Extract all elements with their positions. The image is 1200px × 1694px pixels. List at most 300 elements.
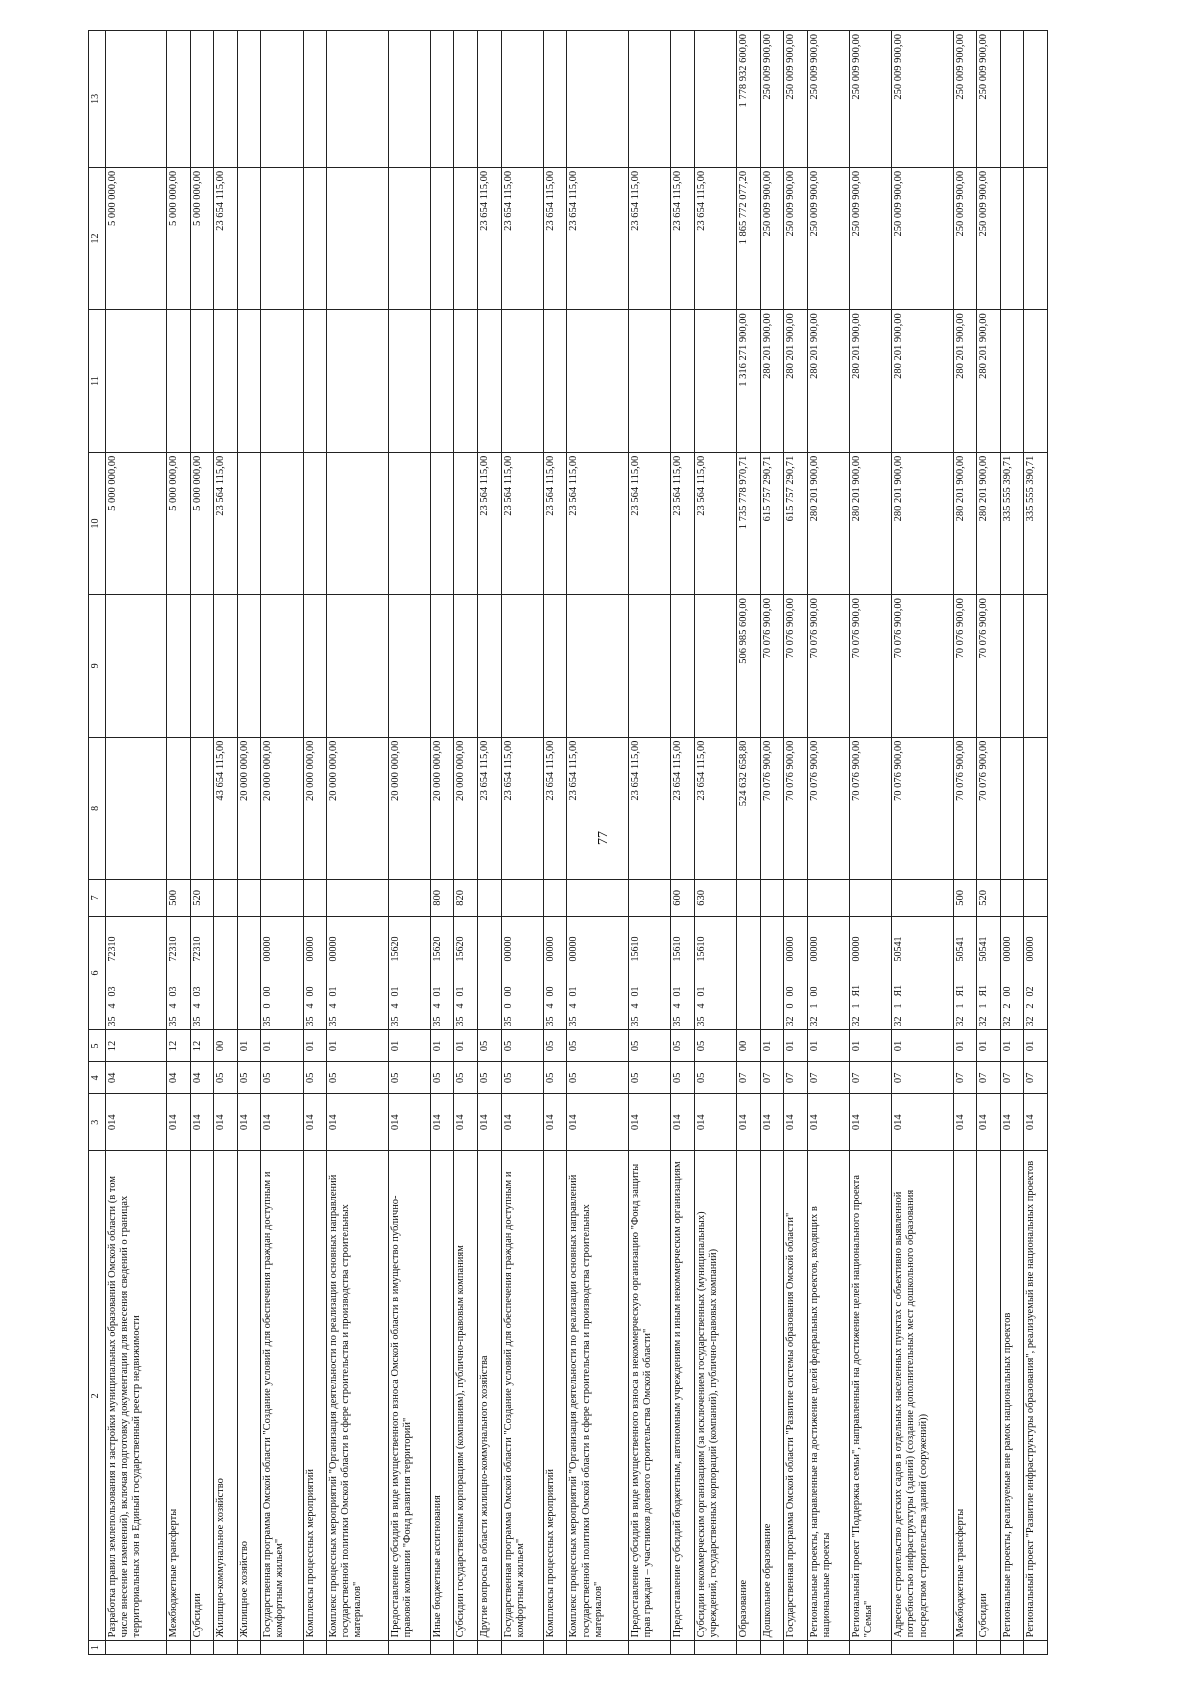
- expense-type-code: 500: [167, 880, 191, 916]
- target-article-code: [892, 916, 953, 1030]
- amount-c12: 250 009 900,00: [977, 167, 1001, 309]
- code-c4: 07: [737, 1062, 761, 1094]
- amount-c11: [237, 310, 261, 452]
- code-c3: 014: [953, 1094, 977, 1151]
- amount-c12: [454, 167, 478, 309]
- code-c4: 07: [977, 1062, 1001, 1094]
- target-article-code: [760, 916, 784, 1030]
- target-article-segment: 35: [107, 1016, 118, 1027]
- amount-c10: 23 564 115,00: [671, 452, 695, 594]
- target-article-segment: 00000: [1001, 936, 1013, 962]
- amount-c10: 23 564 115,00: [567, 452, 628, 594]
- row-number-cell: [892, 1641, 953, 1655]
- amount-c13: [214, 31, 238, 168]
- target-article-code: [478, 916, 502, 1030]
- target-article-segment: 0: [502, 1003, 514, 1009]
- target-article-segment: 1: [978, 1003, 990, 1009]
- target-article-code: [543, 916, 567, 1030]
- amount-c13: [543, 31, 567, 168]
- amount-c10: 615 757 290,71: [784, 452, 808, 594]
- target-article-segment: 1: [954, 1003, 966, 1009]
- code-c5: 05: [671, 1030, 695, 1062]
- table-row: [628, 31, 670, 1655]
- amount-c8: 20 000 000,00: [303, 737, 327, 879]
- amount-c8: 23 654 115,00: [543, 737, 567, 879]
- column-header-12: 12: [89, 167, 106, 309]
- target-article-code: [694, 916, 736, 1030]
- amount-c12: 23 654 115,00: [214, 167, 238, 309]
- code-c4: 07: [784, 1062, 808, 1094]
- code-c5: 12: [167, 1030, 191, 1062]
- table-row: [454, 31, 478, 1655]
- amount-c10: 280 201 900,00: [953, 452, 977, 594]
- target-article-segment: 00000: [568, 936, 580, 962]
- target-article-segment: 4: [544, 1003, 556, 1009]
- code-c5: 01: [327, 1030, 388, 1062]
- amount-c8: [1024, 737, 1048, 879]
- expense-type-code: [478, 880, 502, 916]
- target-article-segment: 01: [431, 986, 443, 997]
- target-article-segment: 4: [672, 1003, 684, 1009]
- target-article-code: [737, 916, 761, 1030]
- target-article-segment: 00: [544, 986, 556, 997]
- amount-c13: 250 009 900,00: [784, 31, 808, 168]
- target-article-segment: 01: [695, 986, 707, 997]
- target-article-segment: 15620: [389, 936, 401, 962]
- amount-c8: 70 076 900,00: [850, 737, 892, 879]
- row-name: Комплексы процессных мероприятий: [303, 1151, 327, 1641]
- target-article-segment: 35: [389, 1016, 401, 1027]
- row-name: Иные бюджетные ассигнования: [430, 1151, 454, 1641]
- code-c3: 014: [1000, 1094, 1024, 1151]
- amount-c12: [1000, 167, 1024, 309]
- code-c3: 014: [327, 1094, 388, 1151]
- expense-type-code: [784, 880, 808, 916]
- target-article-segment: 00: [1001, 986, 1013, 997]
- target-article-segment: 2: [1025, 1003, 1037, 1009]
- code-c4: 05: [303, 1062, 327, 1094]
- amount-c10: [327, 452, 388, 594]
- target-article-code: [850, 916, 892, 1030]
- amount-c8: 70 076 900,00: [807, 737, 849, 879]
- amount-c11: 280 201 900,00: [977, 310, 1001, 452]
- amount-c12: 250 009 900,00: [760, 167, 784, 309]
- amount-c11: 1 316 271 900,00: [737, 310, 761, 452]
- target-article-segment: 35: [544, 1016, 556, 1027]
- amount-c10: 23 564 115,00: [543, 452, 567, 594]
- code-c5: 01: [953, 1030, 977, 1062]
- row-name: Комплекс процессных мероприятий "Организация деятельности по реализации основных направлений государственной политики Омской области в сфере строительства и производства строительных материалов": [567, 1151, 628, 1641]
- row-number-cell: [327, 1641, 388, 1655]
- row-number-cell: [1000, 1641, 1024, 1655]
- target-article-segment: 32: [1025, 1016, 1037, 1027]
- code-c3: 014: [567, 1094, 628, 1151]
- target-article-code: [454, 916, 478, 1030]
- code-c3: 014: [501, 1094, 543, 1151]
- row-number-cell: [1024, 1641, 1048, 1655]
- expense-type-code: 520: [977, 880, 1001, 916]
- amount-c10: 23 564 115,00: [694, 452, 736, 594]
- code-c3: 014: [167, 1094, 191, 1151]
- amount-c11: [303, 310, 327, 452]
- target-article-segment: 03: [191, 986, 203, 997]
- amount-c12: 23 654 115,00: [478, 167, 502, 309]
- target-article-code: [671, 916, 695, 1030]
- target-article-segment: 15610: [695, 936, 707, 962]
- row-name: Межбюджетные трансферты: [953, 1151, 977, 1641]
- target-article-code: [190, 916, 214, 1030]
- code-c4: 05: [454, 1062, 478, 1094]
- row-number-cell: [430, 1641, 454, 1655]
- amount-c10: [388, 452, 430, 594]
- amount-c8: 20 000 000,00: [430, 737, 454, 879]
- target-article-segment: Я1: [893, 984, 905, 997]
- row-number-cell: [628, 1641, 670, 1655]
- code-c4: 05: [430, 1062, 454, 1094]
- row-number-cell: [214, 1641, 238, 1655]
- expense-type-code: [850, 880, 892, 916]
- amount-c10: 23 564 115,00: [214, 452, 238, 594]
- target-article-code: [303, 916, 327, 1030]
- table-row: [106, 31, 167, 1655]
- amount-c8: 23 654 115,00: [694, 737, 736, 879]
- header-row: [89, 31, 106, 1655]
- amount-c8: 70 076 900,00: [784, 737, 808, 879]
- amount-c13: [1024, 31, 1048, 168]
- row-number-cell: [567, 1641, 628, 1655]
- amount-c11: 280 201 900,00: [850, 310, 892, 452]
- target-article-segment: 32: [808, 1016, 820, 1027]
- code-c4: 07: [1000, 1062, 1024, 1094]
- table-row: [807, 31, 849, 1655]
- code-c3: 014: [977, 1094, 1001, 1151]
- expense-type-code: [501, 880, 543, 916]
- code-c4: 05: [628, 1062, 670, 1094]
- target-article-code: [106, 916, 167, 1030]
- target-article-segment: 00: [262, 986, 274, 997]
- target-article-segment: 01: [328, 986, 340, 997]
- amount-c10: 5 000 000,00: [190, 452, 214, 594]
- target-article-segment: 35: [455, 1016, 467, 1027]
- target-article-segment: 01: [672, 986, 684, 997]
- amount-c13: [261, 31, 303, 168]
- amount-c13: [478, 31, 502, 168]
- amount-c13: [430, 31, 454, 168]
- code-c4: 05: [501, 1062, 543, 1094]
- amount-c13: [106, 31, 167, 168]
- amount-c8: 23 654 115,00: [628, 737, 670, 879]
- amount-c10: 280 201 900,00: [850, 452, 892, 594]
- amount-c8: 70 076 900,00: [977, 737, 1001, 879]
- target-article-segment: 0: [262, 1003, 274, 1009]
- row-number-cell: [694, 1641, 736, 1655]
- amount-c10: 5 000 000,00: [167, 452, 191, 594]
- code-c5: 01: [760, 1030, 784, 1062]
- row-name: Жилищно-коммунальное хозяйство: [214, 1151, 238, 1641]
- target-article-segment: 4: [568, 1003, 580, 1009]
- target-article-segment: 32: [893, 1016, 905, 1027]
- amount-c8: 524 632 658,80: [737, 737, 761, 879]
- amount-c9: [430, 595, 454, 737]
- code-c5: 01: [303, 1030, 327, 1062]
- target-article-segment: 4: [304, 1003, 316, 1009]
- row-name: Субсидии: [190, 1151, 214, 1641]
- amount-c11: [388, 310, 430, 452]
- amount-c11: [454, 310, 478, 452]
- target-article-segment: 15620: [455, 936, 467, 962]
- expense-type-code: 600: [671, 880, 695, 916]
- amount-c13: [190, 31, 214, 168]
- target-article-segment: 00000: [502, 936, 514, 962]
- row-name: Комплексы процессных мероприятий: [543, 1151, 567, 1641]
- amount-c12: 1 865 772 077,20: [737, 167, 761, 309]
- amount-c13: 1 778 932 600,00: [737, 31, 761, 168]
- amount-c9: [628, 595, 670, 737]
- row-name: Разработка правил землепользования и застройки муниципальных образований Омской области (в том числе внесение изменений), включая подготовку документации для внесения сведений о границах территориальных зон в Единый государственный реестр недвижимости: [106, 1151, 167, 1641]
- row-name: Комплекс процессных мероприятий "Организация деятельности по реализации основных направлений государственной политики Омской области в сфере строительства и производства строительных материалов": [327, 1151, 388, 1641]
- row-number-cell: [237, 1641, 261, 1655]
- code-c5: 01: [261, 1030, 303, 1062]
- table-row: [784, 31, 808, 1655]
- row-name: Региональный проект "Развитие инфраструктуры образования", реализуемый вне национальных проектов: [1024, 1151, 1048, 1641]
- row-name: Региональные проекты, направленные на достижение целей федеральных проектов, входящих в национальные проекты: [807, 1151, 849, 1641]
- row-number-cell: [303, 1641, 327, 1655]
- column-header-8: 8: [89, 737, 106, 879]
- amount-c11: 280 201 900,00: [807, 310, 849, 452]
- target-article-segment: 35: [695, 1016, 707, 1027]
- row-number-cell: [261, 1641, 303, 1655]
- expense-type-code: [1024, 880, 1048, 916]
- amount-c9: 70 076 900,00: [760, 595, 784, 737]
- amount-c13: 250 009 900,00: [977, 31, 1001, 168]
- row-number-cell: [737, 1641, 761, 1655]
- row-name: Государственная программа Омской области "Создание условий для обеспечения граждан доступным и комфортным жильем": [261, 1151, 303, 1641]
- amount-c13: 250 009 900,00: [760, 31, 784, 168]
- target-article-segment: 00000: [544, 936, 556, 962]
- column-header-2: 2: [89, 1151, 106, 1641]
- row-name: Региональные проекты, реализуемые вне рамок национальных проектов: [1000, 1151, 1024, 1641]
- code-c5: 01: [977, 1030, 1001, 1062]
- code-c5: 05: [694, 1030, 736, 1062]
- amount-c11: [327, 310, 388, 452]
- row-name: Субсидии некоммерческим организациям (за исключением государственных (муниципальных) учреждений, государственных корпораций (компаний), публично-правовых компаний): [694, 1151, 736, 1641]
- code-c3: 014: [628, 1094, 670, 1151]
- amount-c9: [478, 595, 502, 737]
- amount-c13: [303, 31, 327, 168]
- code-c4: 05: [237, 1062, 261, 1094]
- row-name: Предоставление субсидий в виде имущественного взноса Омской области в имущество публично-правовой компании "Фонд развития территорий": [388, 1151, 430, 1641]
- expense-type-code: [1000, 880, 1024, 916]
- amount-c9: [1000, 595, 1024, 737]
- code-c3: 014: [106, 1094, 167, 1151]
- code-c4: 07: [760, 1062, 784, 1094]
- target-article-segment: 00000: [1025, 936, 1037, 962]
- target-article-segment: 15610: [672, 936, 684, 962]
- amount-c12: 5 000 000,00: [167, 167, 191, 309]
- amount-c13: [1000, 31, 1024, 168]
- target-article-segment: 32: [785, 1016, 797, 1027]
- target-article-segment: 0: [785, 1003, 797, 1009]
- amount-c13: [327, 31, 388, 168]
- row-number-cell: [784, 1641, 808, 1655]
- amount-c8: [1000, 737, 1024, 879]
- code-c3: 014: [671, 1094, 695, 1151]
- amount-c9: [671, 595, 695, 737]
- column-header-4: 4: [89, 1062, 106, 1094]
- code-c4: 05: [671, 1062, 695, 1094]
- amount-c8: 20 000 000,00: [388, 737, 430, 879]
- row-name: Государственная программа Омской области "Создание условий для обеспечения граждан доступным и комфортным жильем": [501, 1151, 543, 1641]
- target-article-segment: 72310: [191, 936, 203, 962]
- target-article-code: [977, 916, 1001, 1030]
- amount-c10: 280 201 900,00: [977, 452, 1001, 594]
- expense-type-code: [106, 880, 167, 916]
- amount-c9: [237, 595, 261, 737]
- column-header-7: 7: [89, 880, 106, 916]
- amount-c12: [261, 167, 303, 309]
- row-number-cell: [478, 1641, 502, 1655]
- amount-c9: 70 076 900,00: [850, 595, 892, 737]
- column-header-3: 3: [89, 1094, 106, 1151]
- target-article-segment: 00: [304, 986, 316, 997]
- target-article-code: [628, 916, 670, 1030]
- row-number-cell: [167, 1641, 191, 1655]
- row-number-cell: [953, 1641, 977, 1655]
- target-article-segment: 2: [1001, 1003, 1013, 1009]
- target-article-segment: 50541: [978, 936, 990, 962]
- amount-c9: 70 076 900,00: [892, 595, 953, 737]
- expense-type-code: [237, 880, 261, 916]
- code-c4: 07: [892, 1062, 953, 1094]
- target-article-segment: 01: [629, 986, 641, 997]
- amount-c9: 70 076 900,00: [977, 595, 1001, 737]
- code-c5: 01: [892, 1030, 953, 1062]
- row-number-cell: [977, 1641, 1001, 1655]
- target-article-segment: Я1: [978, 984, 990, 997]
- amount-c13: [694, 31, 736, 168]
- amount-c11: [1024, 310, 1048, 452]
- target-article-segment: 00000: [785, 936, 797, 962]
- target-article-segment: 00000: [304, 936, 316, 962]
- code-c4: 05: [327, 1062, 388, 1094]
- target-article-segment: 35: [262, 1016, 274, 1027]
- amount-c13: 250 009 900,00: [850, 31, 892, 168]
- code-c5: 05: [501, 1030, 543, 1062]
- table-row: [261, 31, 303, 1655]
- row-number-cell: [501, 1641, 543, 1655]
- amount-c10: 335 555 390,71: [1000, 452, 1024, 594]
- target-article-code: [214, 916, 238, 1030]
- expense-type-code: 630: [694, 880, 736, 916]
- amount-c8: [190, 737, 214, 879]
- target-article-segment: 35: [629, 1016, 641, 1027]
- row-name: Предоставление субсидий в виде имущественного взноса в некоммерческую организацию "Фонд защиты прав граждан – участников долевого строительства Омской области": [628, 1151, 670, 1641]
- code-c5: 01: [454, 1030, 478, 1062]
- code-c5: 01: [784, 1030, 808, 1062]
- expense-type-code: 500: [953, 880, 977, 916]
- code-c5: 00: [214, 1030, 238, 1062]
- table-row: [388, 31, 430, 1655]
- column-header-6: 6: [89, 916, 106, 1030]
- code-c4: 05: [478, 1062, 502, 1094]
- target-article-code: [237, 916, 261, 1030]
- amount-c10: 280 201 900,00: [892, 452, 953, 594]
- expense-type-code: [628, 880, 670, 916]
- column-header-1: 1: [89, 1641, 106, 1655]
- target-article-segment: 4: [389, 1003, 401, 1009]
- amount-c10: [237, 452, 261, 594]
- amount-c10: 280 201 900,00: [807, 452, 849, 594]
- code-c3: 014: [190, 1094, 214, 1151]
- target-article-segment: 4: [191, 1003, 203, 1009]
- budget-table: [88, 30, 1048, 1655]
- row-name: Межбюджетные трансферты: [167, 1151, 191, 1641]
- amount-c12: 250 009 900,00: [953, 167, 977, 309]
- code-c5: 05: [543, 1030, 567, 1062]
- code-c3: 014: [807, 1094, 849, 1151]
- amount-c12: [388, 167, 430, 309]
- amount-c13: [167, 31, 191, 168]
- amount-c8: 23 654 115,00: [671, 737, 695, 879]
- amount-c11: [430, 310, 454, 452]
- amount-c11: [214, 310, 238, 452]
- amount-c11: [671, 310, 695, 452]
- target-article-segment: 4: [695, 1003, 707, 1009]
- expense-type-code: [214, 880, 238, 916]
- amount-c13: [454, 31, 478, 168]
- table-row: [694, 31, 736, 1655]
- expense-type-code: [327, 880, 388, 916]
- amount-c12: 5 000 000,00: [190, 167, 214, 309]
- amount-c8: 20 000 000,00: [261, 737, 303, 879]
- target-article-code: [261, 916, 303, 1030]
- table-row: [892, 31, 953, 1655]
- amount-c11: [167, 310, 191, 452]
- code-c3: 014: [1024, 1094, 1048, 1151]
- amount-c11: [1000, 310, 1024, 452]
- amount-c11: 280 201 900,00: [892, 310, 953, 452]
- table-row: [214, 31, 238, 1655]
- target-article-segment: Я1: [851, 984, 862, 997]
- table-body: [106, 31, 1048, 1655]
- expense-type-code: [892, 880, 953, 916]
- amount-c13: [567, 31, 628, 168]
- amount-c12: [430, 167, 454, 309]
- amount-c8: 70 076 900,00: [760, 737, 784, 879]
- row-number-cell: [850, 1641, 892, 1655]
- target-article-segment: 00000: [808, 936, 820, 962]
- code-c3: 014: [261, 1094, 303, 1151]
- code-c5: 01: [430, 1030, 454, 1062]
- code-c5: 05: [478, 1030, 502, 1062]
- target-article-segment: 02: [1025, 986, 1037, 997]
- amount-c9: [543, 595, 567, 737]
- amount-c12: 23 654 115,00: [567, 167, 628, 309]
- table-row: [977, 31, 1001, 1655]
- target-article-code: [430, 916, 454, 1030]
- amount-c11: [628, 310, 670, 452]
- amount-c9: 70 076 900,00: [807, 595, 849, 737]
- table-row: [760, 31, 784, 1655]
- code-c4: 04: [167, 1062, 191, 1094]
- code-c3: 014: [454, 1094, 478, 1151]
- amount-c12: 23 654 115,00: [628, 167, 670, 309]
- target-article-segment: 35: [328, 1016, 340, 1027]
- target-article-segment: 00: [502, 986, 514, 997]
- row-name: Государственная программа Омской области "Развитие системы образования Омской области": [784, 1151, 808, 1641]
- table-row: [190, 31, 214, 1655]
- amount-c11: [567, 310, 628, 452]
